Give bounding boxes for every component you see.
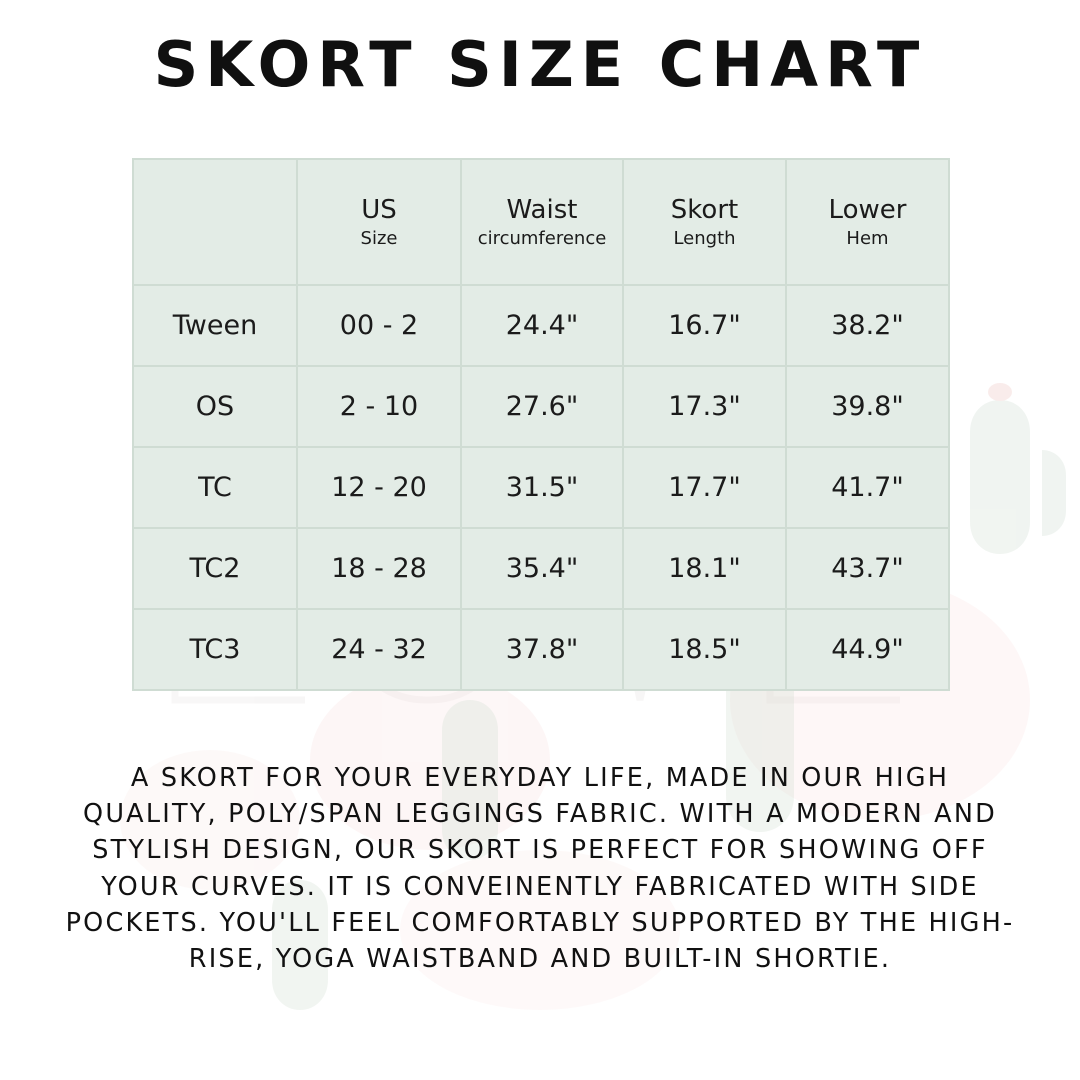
table-row [133, 609, 949, 690]
table-row [133, 528, 949, 609]
column-header-main: Waist [506, 194, 578, 225]
table-row [133, 285, 949, 366]
size-chart-table-container [132, 158, 948, 691]
column-header-sub: Length [673, 228, 736, 249]
cell-us-size: 00 - 2 [297, 285, 461, 366]
cell-waist: 24.4" [461, 285, 623, 366]
cell-skort-length: 17.7" [623, 447, 786, 528]
column-header-main: Skort [670, 194, 739, 225]
cell-skort-length: 18.1" [623, 528, 786, 609]
column-header-main: US [361, 194, 397, 225]
row-header-size: Tween [133, 285, 297, 366]
cell-waist: 35.4" [461, 528, 623, 609]
cell-lower-hem: 44.9" [786, 609, 949, 690]
cell-us-size: 12 - 20 [297, 447, 461, 528]
row-header-size: TC2 [133, 528, 297, 609]
cell-skort-length: 17.3" [623, 366, 786, 447]
column-header-us-size [297, 159, 461, 285]
column-header-sub: circumference [477, 228, 607, 249]
page-title: SKORT SIZE CHART [153, 28, 927, 101]
cell-waist: 37.8" [461, 609, 623, 690]
cell-us-size: 2 - 10 [297, 366, 461, 447]
table-header-row [133, 159, 949, 285]
table-row [133, 447, 949, 528]
cell-lower-hem: 41.7" [786, 447, 949, 528]
table-row [133, 366, 949, 447]
cell-lower-hem: 38.2" [786, 285, 949, 366]
row-header-size: TC3 [133, 609, 297, 690]
cell-skort-length: 16.7" [623, 285, 786, 366]
cell-waist: 27.6" [461, 366, 623, 447]
product-description: A SKORT FOR YOUR EVERYDAY LIFE, MADE IN OUR HIGH QUALITY, POLY/SPAN LEGGINGS FABRIC. WITH A MODERN AND STYLISH DESIGN, OUR SKORT IS PERFECT FOR SHOWING OFF YOUR CURVES. IT IS CONVEINENTLY FABRICATED WITH SIDE POCKETS. YOU'LL FEEL COMFORTABLY SUPPORTED BY THE HIGH-RISE, YOGA WAISTBAND AND BUILT-IN SHORTIE. [65, 763, 1015, 975]
row-header-size: OS [133, 366, 297, 447]
column-header-lower-hem [786, 159, 949, 285]
column-header-sub: Size [360, 228, 398, 249]
row-header-size: TC [133, 447, 297, 528]
column-header-skort-length [623, 159, 786, 285]
cell-lower-hem: 39.8" [786, 366, 949, 447]
size-chart-table [132, 158, 950, 691]
cell-waist: 31.5" [461, 447, 623, 528]
cell-lower-hem: 43.7" [786, 528, 949, 609]
cell-us-size: 18 - 28 [297, 528, 461, 609]
cell-skort-length: 18.5" [623, 609, 786, 690]
column-header-main: Lower [828, 194, 907, 225]
column-header-waist [461, 159, 623, 285]
cell-us-size: 24 - 32 [297, 609, 461, 690]
corner-blank-cell [133, 159, 297, 285]
column-header-sub: Hem [846, 228, 889, 249]
